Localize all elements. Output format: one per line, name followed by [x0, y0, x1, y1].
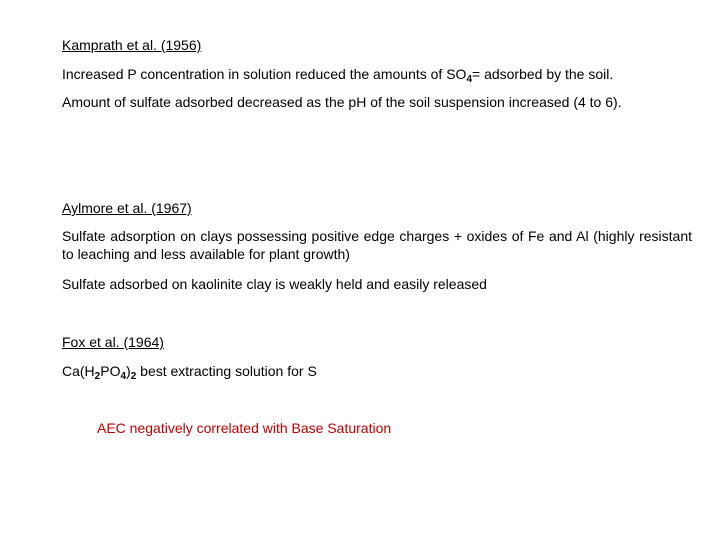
sulfate-subscript: 4	[466, 74, 472, 85]
aylmore-finding-edge-charges: Sulfate adsorption on clays possessing positive edge charges + oxides of Fe and Al (highly resistant to leaching and less available for plant growth)	[62, 228, 692, 262]
formula-part-b: PO	[100, 363, 121, 379]
kamprath-finding-text-b: = adsorbed by the soil.	[472, 66, 614, 82]
kamprath-finding-phosphorus	[62, 65, 692, 83]
kamprath-finding-text-a: Increased P concentration in solution reduced the amounts of SO	[62, 66, 467, 82]
reference-kamprath: Kamprath et al. (1956)	[62, 37, 202, 53]
aylmore-finding-kaolinite: Sulfate adsorbed on kaolinite clay is weakly held and easily released	[62, 276, 487, 292]
formula-subscript-o: 4	[120, 371, 127, 382]
formula-part-a: Ca(H	[62, 363, 95, 379]
reference-aylmore: Aylmore et al. (1967)	[62, 200, 192, 216]
fox-finding-text: best extracting solution for S	[136, 363, 317, 379]
fox-finding-extractant	[62, 362, 692, 380]
formula-part-c: )	[126, 363, 131, 379]
formula-subscript-outer: 2	[130, 371, 137, 382]
reference-fox: Fox et al. (1964)	[62, 334, 164, 350]
kamprath-finding-ph: Amount of sulfate adsorbed decreased as the pH of the soil suspension increased (4 to 6).	[62, 94, 622, 110]
formula-subscript-h: 2	[94, 371, 101, 382]
aec-note: AEC negatively correlated with Base Saturation	[97, 420, 392, 436]
